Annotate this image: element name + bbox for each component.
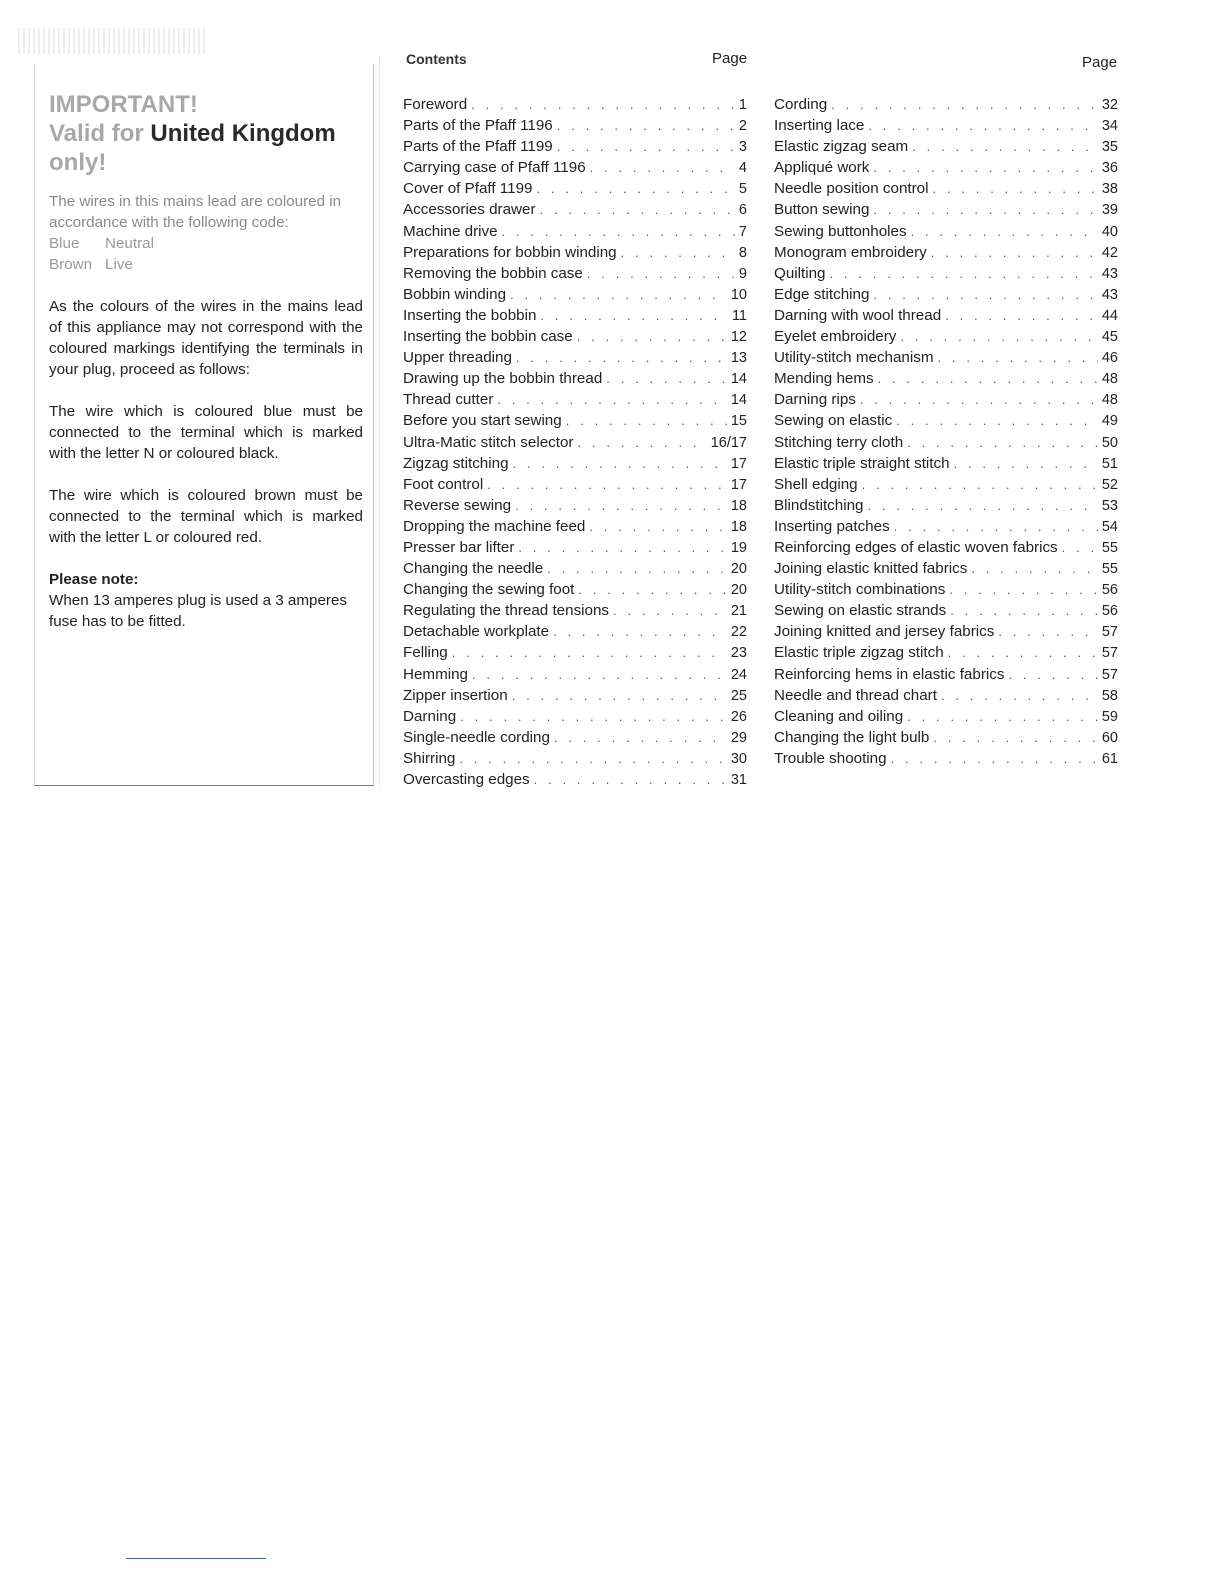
dot-leader (577, 326, 727, 347)
brown-wire-paragraph: The wire which is coloured brown must be connected to the terminal which is marked with the letter L or coloured red. (49, 487, 363, 546)
toc-entry (774, 157, 1118, 178)
toc-entry-title: Parts of the Pfaff 1196 (403, 117, 553, 135)
toc-entry-title: Needle position control (774, 180, 929, 198)
toc-entry-title: Joining elastic knitted fabrics (774, 560, 968, 578)
toc-entry-page: 20 (730, 561, 747, 578)
toc-entry-page: 14 (730, 371, 747, 388)
toc-entry-title: Carrying case of Pfaff 1196 (403, 159, 586, 177)
dot-leader (606, 368, 727, 389)
dot-leader (502, 221, 735, 242)
toc-entry (403, 748, 747, 769)
toc-entry-page: 34 (1101, 118, 1118, 135)
dot-leader (878, 368, 1098, 389)
toc-entry-title: Edge stitching (774, 285, 870, 303)
dot-leader (873, 199, 1097, 220)
toc-entry-title: Darning with wool thread (774, 306, 942, 324)
toc-entry (403, 600, 747, 621)
dot-leader (911, 221, 1098, 242)
dot-leader (907, 432, 1098, 453)
toc-entry-page: 11 (731, 307, 747, 324)
dot-leader (894, 516, 1098, 537)
dot-leader (577, 432, 706, 453)
toc-entry (403, 706, 747, 727)
toc-entry-title: Appliqué work (774, 159, 870, 177)
dot-leader (1008, 664, 1097, 685)
toc-entry (774, 685, 1118, 706)
wire-code-intro: The wires in this mains lead are coloured in accordance with the following code: (49, 193, 342, 231)
dot-leader (547, 558, 727, 579)
toc-entry-page: 55 (1101, 539, 1118, 556)
dot-leader (1062, 537, 1098, 558)
dot-leader (472, 664, 727, 685)
dot-leader (949, 579, 1098, 600)
dot-leader (998, 621, 1098, 642)
toc-entry-title: Cleaning and oiling (774, 707, 904, 725)
toc-entry (774, 642, 1118, 663)
dot-leader (518, 537, 726, 558)
toc-entry (774, 115, 1118, 136)
toc-entry-page: 50 (1101, 434, 1118, 451)
toc-entry-page: 48 (1101, 392, 1118, 409)
toc-entry (403, 579, 747, 600)
dot-leader (540, 305, 728, 326)
toc-entry-title: Drawing up the bobbin thread (403, 370, 603, 388)
toc-entry (403, 157, 747, 178)
toc-entry-title: Before you start sewing (403, 412, 562, 430)
toc-entry-page: 54 (1101, 518, 1118, 535)
toc-entry-title: Overcasting edges (403, 771, 530, 788)
wire-color: Brown (49, 256, 93, 273)
toc-entry-page: 8 (738, 244, 747, 261)
toc-column-left (403, 94, 747, 790)
toc-entry (774, 347, 1118, 368)
toc-entry-title: Inserting patches (774, 517, 890, 535)
toc-entry-title: Changing the needle (403, 560, 544, 578)
dot-leader (487, 474, 727, 495)
toc-entry-page: 56 (1101, 582, 1118, 599)
toc-entry (403, 621, 747, 642)
toc-entry-title: Regulating the thread tensions (403, 602, 610, 620)
toc-entry-page: 3 (738, 139, 747, 156)
toc-entry-page: 24 (730, 666, 747, 683)
dot-leader (950, 600, 1098, 621)
note-title: Please note: (49, 571, 139, 588)
dot-leader (540, 199, 735, 220)
toc-entry (774, 305, 1118, 326)
toc-entry-page: 7 (738, 223, 747, 240)
toc-entry (774, 221, 1118, 242)
toc-entry-page: 22 (730, 624, 747, 641)
toc-entry (403, 769, 747, 790)
column-divider (379, 56, 380, 786)
toc-entry (403, 664, 747, 685)
toc-entry-page: 21 (730, 603, 747, 620)
toc-entry (774, 516, 1118, 537)
toc-entry-title: Cover of Pfaff 1199 (403, 180, 533, 198)
toc-entry-page: 2 (738, 118, 747, 135)
toc-entry (774, 263, 1118, 284)
toc-entry (774, 664, 1118, 685)
toc-entry-title: Zigzag stitching (403, 454, 509, 472)
toc-entry (403, 495, 747, 516)
toc-entry-page: 38 (1101, 181, 1118, 198)
toc-entry-title: Presser bar lifter (403, 538, 515, 556)
toc-entry (774, 410, 1118, 431)
toc-entry-page: 17 (730, 476, 747, 493)
toc-entry-title: Blindstitching (774, 496, 864, 514)
toc-entry-title: Reinforcing hems in elastic fabrics (774, 665, 1005, 683)
dot-leader (931, 242, 1098, 263)
toc-entry-title: Mending hems (774, 370, 874, 388)
toc-entry-title: Utility-stitch combinations (774, 581, 946, 599)
toc-entry (774, 706, 1118, 727)
dot-leader (948, 642, 1098, 663)
dot-leader (613, 600, 727, 621)
toc-entry (403, 284, 747, 305)
dot-leader (536, 178, 734, 199)
toc-entry (403, 685, 747, 706)
uk-wiring-notice (34, 64, 374, 786)
toc-entry-title: Parts of the Pfaff 1199 (403, 138, 553, 156)
toc-entry-title: Shirring (403, 749, 456, 767)
toc-entry-page: 39 (1101, 202, 1118, 219)
toc-entry-page: 52 (1101, 476, 1118, 493)
dot-leader (945, 305, 1098, 326)
scan-artifact (18, 28, 208, 54)
toc-entry-page: 60 (1101, 729, 1118, 746)
toc-entry (403, 410, 747, 431)
dot-leader (459, 748, 727, 769)
toc-entry (403, 347, 747, 368)
toc-entry-page: 13 (730, 350, 747, 367)
toc-entry (774, 242, 1118, 263)
toc-entry (774, 432, 1118, 453)
toc-entry (774, 537, 1118, 558)
wire-code-blue (49, 233, 363, 254)
wire-meaning: Live (105, 256, 133, 273)
toc-entry-title: Needle and thread chart (774, 686, 937, 704)
toc-entry-title: Inserting lace (774, 117, 865, 135)
dot-leader (516, 347, 727, 368)
toc-entry-title: Changing the sewing foot (403, 581, 575, 599)
toc-entry (774, 600, 1118, 621)
toc-entry-page: 56 (1101, 603, 1118, 620)
toc-entry-page: 40 (1101, 223, 1118, 240)
wire-color: Blue (49, 235, 80, 252)
toc-entry-page: 19 (730, 539, 747, 556)
dot-leader (938, 347, 1098, 368)
dot-leader (621, 242, 735, 263)
toc-entry (403, 115, 747, 136)
toc-entry-page: 35 (1101, 139, 1118, 156)
toc-entry-title: Elastic zigzag seam (774, 138, 909, 156)
toc-entry-page: 36 (1101, 160, 1118, 177)
toc-entry-title: Felling (403, 644, 448, 662)
toc-entry-page: 17 (730, 455, 747, 472)
toc-entry-page: 5 (738, 181, 747, 198)
dot-leader (497, 389, 727, 410)
toc-entry-page: 49 (1101, 413, 1118, 430)
dot-leader (452, 642, 727, 663)
toc-entry-title: Ultra-Matic stitch selector (403, 433, 574, 451)
toc-entry (403, 326, 747, 347)
toc-entry-title: Utility-stitch mechanism (774, 349, 934, 367)
toc-entry-title: Single-needle cording (403, 728, 550, 746)
toc-entry-title: Sewing on elastic (774, 412, 893, 430)
toc-entry-page: 57 (1101, 645, 1118, 662)
toc-entry (403, 727, 747, 748)
toc-entry-title: Zipper insertion (403, 686, 508, 704)
toc-entry-title: Accessories drawer (403, 201, 536, 219)
toc-entry-page: 61 (1101, 750, 1118, 767)
toc-entry-page: 16/17 (710, 434, 747, 451)
toc-entry-page: 23 (730, 645, 747, 662)
dot-leader (587, 263, 735, 284)
toc-entry (403, 263, 747, 284)
dot-leader (830, 263, 1098, 284)
dot-leader (557, 115, 735, 136)
toc-entry-page: 43 (1101, 265, 1118, 282)
toc-entry-title: Cording (774, 96, 828, 113)
toc-entry-page: 55 (1101, 561, 1118, 578)
toc-entry-page: 20 (730, 582, 747, 599)
toc-entry (774, 94, 1118, 115)
dot-leader (862, 474, 1098, 495)
toc-entry-page: 42 (1101, 244, 1118, 261)
page-heading-left: Page (712, 50, 748, 67)
toc-entry (403, 537, 747, 558)
toc-entry (774, 199, 1118, 220)
toc-entry-title: Upper threading (403, 349, 512, 367)
dot-leader (590, 157, 735, 178)
toc-entry-title: Monogram embroidery (774, 243, 927, 261)
toc-entry-title: Hemming (403, 665, 468, 683)
toc-entry-page: 45 (1101, 329, 1118, 346)
toc-entry-page: 12 (730, 329, 747, 346)
toc-entry (774, 621, 1118, 642)
toc-entry-title: Dropping the machine feed (403, 517, 586, 535)
dot-leader (554, 727, 727, 748)
wire-meaning: Neutral (105, 235, 154, 252)
toc-entry-page: 31 (730, 772, 747, 788)
toc-entry-page: 44 (1101, 307, 1118, 324)
toc-entry-page: 18 (730, 497, 747, 514)
toc-entry (774, 558, 1118, 579)
contents-heading: Contents (406, 51, 467, 67)
toc-entry (774, 368, 1118, 389)
blue-wire-paragraph: The wire which is coloured blue must be connected to the terminal which is marked with the letter N or coloured black. (49, 403, 363, 462)
toc-entry-page: 51 (1101, 455, 1118, 472)
toc-entry-page: 6 (738, 202, 747, 219)
toc-entry (403, 516, 747, 537)
toc-entry (403, 199, 747, 220)
toc-entry (774, 474, 1118, 495)
dot-leader (510, 284, 727, 305)
notice-title-valid: Valid for (49, 120, 144, 147)
toc-entry-title: Reverse sewing (403, 496, 512, 514)
dot-leader (971, 558, 1098, 579)
dot-leader (907, 706, 1098, 727)
notice-title-line1: IMPORTANT! (49, 91, 198, 118)
toc-entry (403, 432, 747, 453)
dot-leader (589, 516, 726, 537)
toc-entry-page: 9 (738, 265, 747, 282)
toc-entry-title: Trouble shooting (774, 749, 887, 767)
dot-leader (933, 178, 1098, 199)
dot-leader (873, 284, 1097, 305)
toc-entry-page: 10 (730, 286, 747, 303)
toc-entry-page: 29 (730, 729, 747, 746)
dot-leader (557, 136, 735, 157)
toc-entry-title: Stitching terry cloth (774, 433, 904, 451)
bottom-rule (126, 1558, 266, 1559)
dot-leader (515, 495, 727, 516)
toc-entry-title: Inserting the bobbin (403, 306, 537, 324)
toc-entry (403, 558, 747, 579)
dot-leader (891, 748, 1098, 769)
toc-entry (774, 178, 1118, 199)
dot-leader (941, 685, 1098, 706)
toc-entry-title: Quilting (774, 264, 826, 282)
toc-entry-title: Detachable workplate (403, 623, 550, 641)
dot-leader (460, 706, 727, 727)
toc-entry-title: Joining knitted and jersey fabrics (774, 623, 995, 641)
toc-entry-page: 53 (1101, 497, 1118, 514)
toc-entry-page: 15 (730, 413, 747, 430)
toc-entry (403, 94, 747, 115)
toc-entry (774, 326, 1118, 347)
toc-entry (403, 221, 747, 242)
toc-entry (403, 389, 747, 410)
toc-entry-title: Foot control (403, 475, 484, 493)
toc-entry (774, 389, 1118, 410)
dot-leader (578, 579, 726, 600)
toc-entry-title: Changing the light bulb (774, 728, 930, 746)
notice-title (49, 90, 363, 177)
toc-entry-title: Darning (403, 707, 457, 725)
toc-entry (774, 453, 1118, 474)
toc-entry-title: Reinforcing edges of elastic woven fabrics (774, 538, 1058, 556)
notice-title-uk: United Kingdom (150, 120, 336, 147)
toc-entry (403, 642, 747, 663)
toc-entry (403, 136, 747, 157)
toc-entry-title: Thread cutter (403, 391, 494, 409)
wire-code-brown (49, 254, 363, 275)
toc-entry-title: Eyelet embroidery (774, 328, 897, 346)
toc-entry-page: 32 (1101, 97, 1118, 113)
toc-entry-page: 59 (1101, 708, 1118, 725)
toc-entry (403, 474, 747, 495)
colours-paragraph: As the colours of the wires in the mains lead of this appliance may not correspond with the coloured markings identifying the terminals in your plug, proceed as follows: (49, 298, 363, 378)
toc-entry-page: 57 (1101, 624, 1118, 641)
toc-entry-title: Sewing buttonholes (774, 222, 907, 240)
dot-leader (831, 94, 1098, 115)
dot-leader (933, 727, 1097, 748)
toc-entry-page: 58 (1101, 687, 1118, 704)
dot-leader (896, 410, 1098, 431)
toc-entry (774, 727, 1118, 748)
toc-entry-page: 14 (730, 392, 747, 409)
toc-entry-page: 48 (1101, 371, 1118, 388)
toc-entry (403, 368, 747, 389)
toc-column-right (774, 94, 1118, 769)
toc-entry-page: 1 (738, 97, 747, 113)
dot-leader (471, 94, 735, 115)
dot-leader (912, 136, 1098, 157)
dot-leader (534, 769, 727, 790)
toc-entry (774, 579, 1118, 600)
toc-entry-title: Darning rips (774, 391, 856, 409)
toc-entry-title: Preparations for bobbin winding (403, 243, 617, 261)
wire-code-paragraph (49, 191, 363, 275)
dot-leader (512, 685, 727, 706)
dot-leader (566, 410, 727, 431)
toc-entry (774, 748, 1118, 769)
toc-entry-title: Button sewing (774, 201, 870, 219)
toc-entry-title: Foreword (403, 96, 468, 113)
dot-leader (873, 157, 1097, 178)
dot-leader (513, 453, 727, 474)
dot-leader (868, 115, 1098, 136)
toc-entry-page: 25 (730, 687, 747, 704)
toc-entry-page: 57 (1101, 666, 1118, 683)
dot-leader (860, 389, 1098, 410)
toc-entry-title: Elastic triple straight stitch (774, 454, 950, 472)
toc-entry-page: 18 (730, 518, 747, 535)
toc-entry (774, 136, 1118, 157)
toc-entry-title: Shell edging (774, 475, 858, 493)
toc-entry-title: Machine drive (403, 222, 498, 240)
dot-leader (954, 453, 1098, 474)
toc-entry-title: Sewing on elastic strands (774, 602, 947, 620)
dot-leader (868, 495, 1098, 516)
toc-entry-page: 43 (1101, 286, 1118, 303)
toc-entry-page: 30 (730, 750, 747, 767)
page-heading-right: Page (1082, 54, 1118, 71)
toc-entry-page: 46 (1101, 350, 1118, 367)
toc-entry-title: Elastic triple zigzag stitch (774, 644, 944, 662)
toc-entry-title: Removing the bobbin case (403, 264, 583, 282)
toc-entry (774, 495, 1118, 516)
toc-entry (403, 305, 747, 326)
toc-entry-title: Inserting the bobbin case (403, 328, 573, 346)
toc-entry (403, 178, 747, 199)
dot-leader (900, 326, 1097, 347)
dot-leader (553, 621, 727, 642)
notice-title-only: only! (49, 149, 107, 176)
toc-entry-title: Bobbin winding (403, 285, 507, 303)
note-text: When 13 amperes plug is used a 3 amperes fuse has to be fitted. (49, 592, 348, 630)
toc-entry (774, 284, 1118, 305)
toc-entry (403, 242, 747, 263)
toc-entry (403, 453, 747, 474)
toc-entry-page: 26 (730, 708, 747, 725)
toc-entry-page: 4 (738, 160, 747, 177)
